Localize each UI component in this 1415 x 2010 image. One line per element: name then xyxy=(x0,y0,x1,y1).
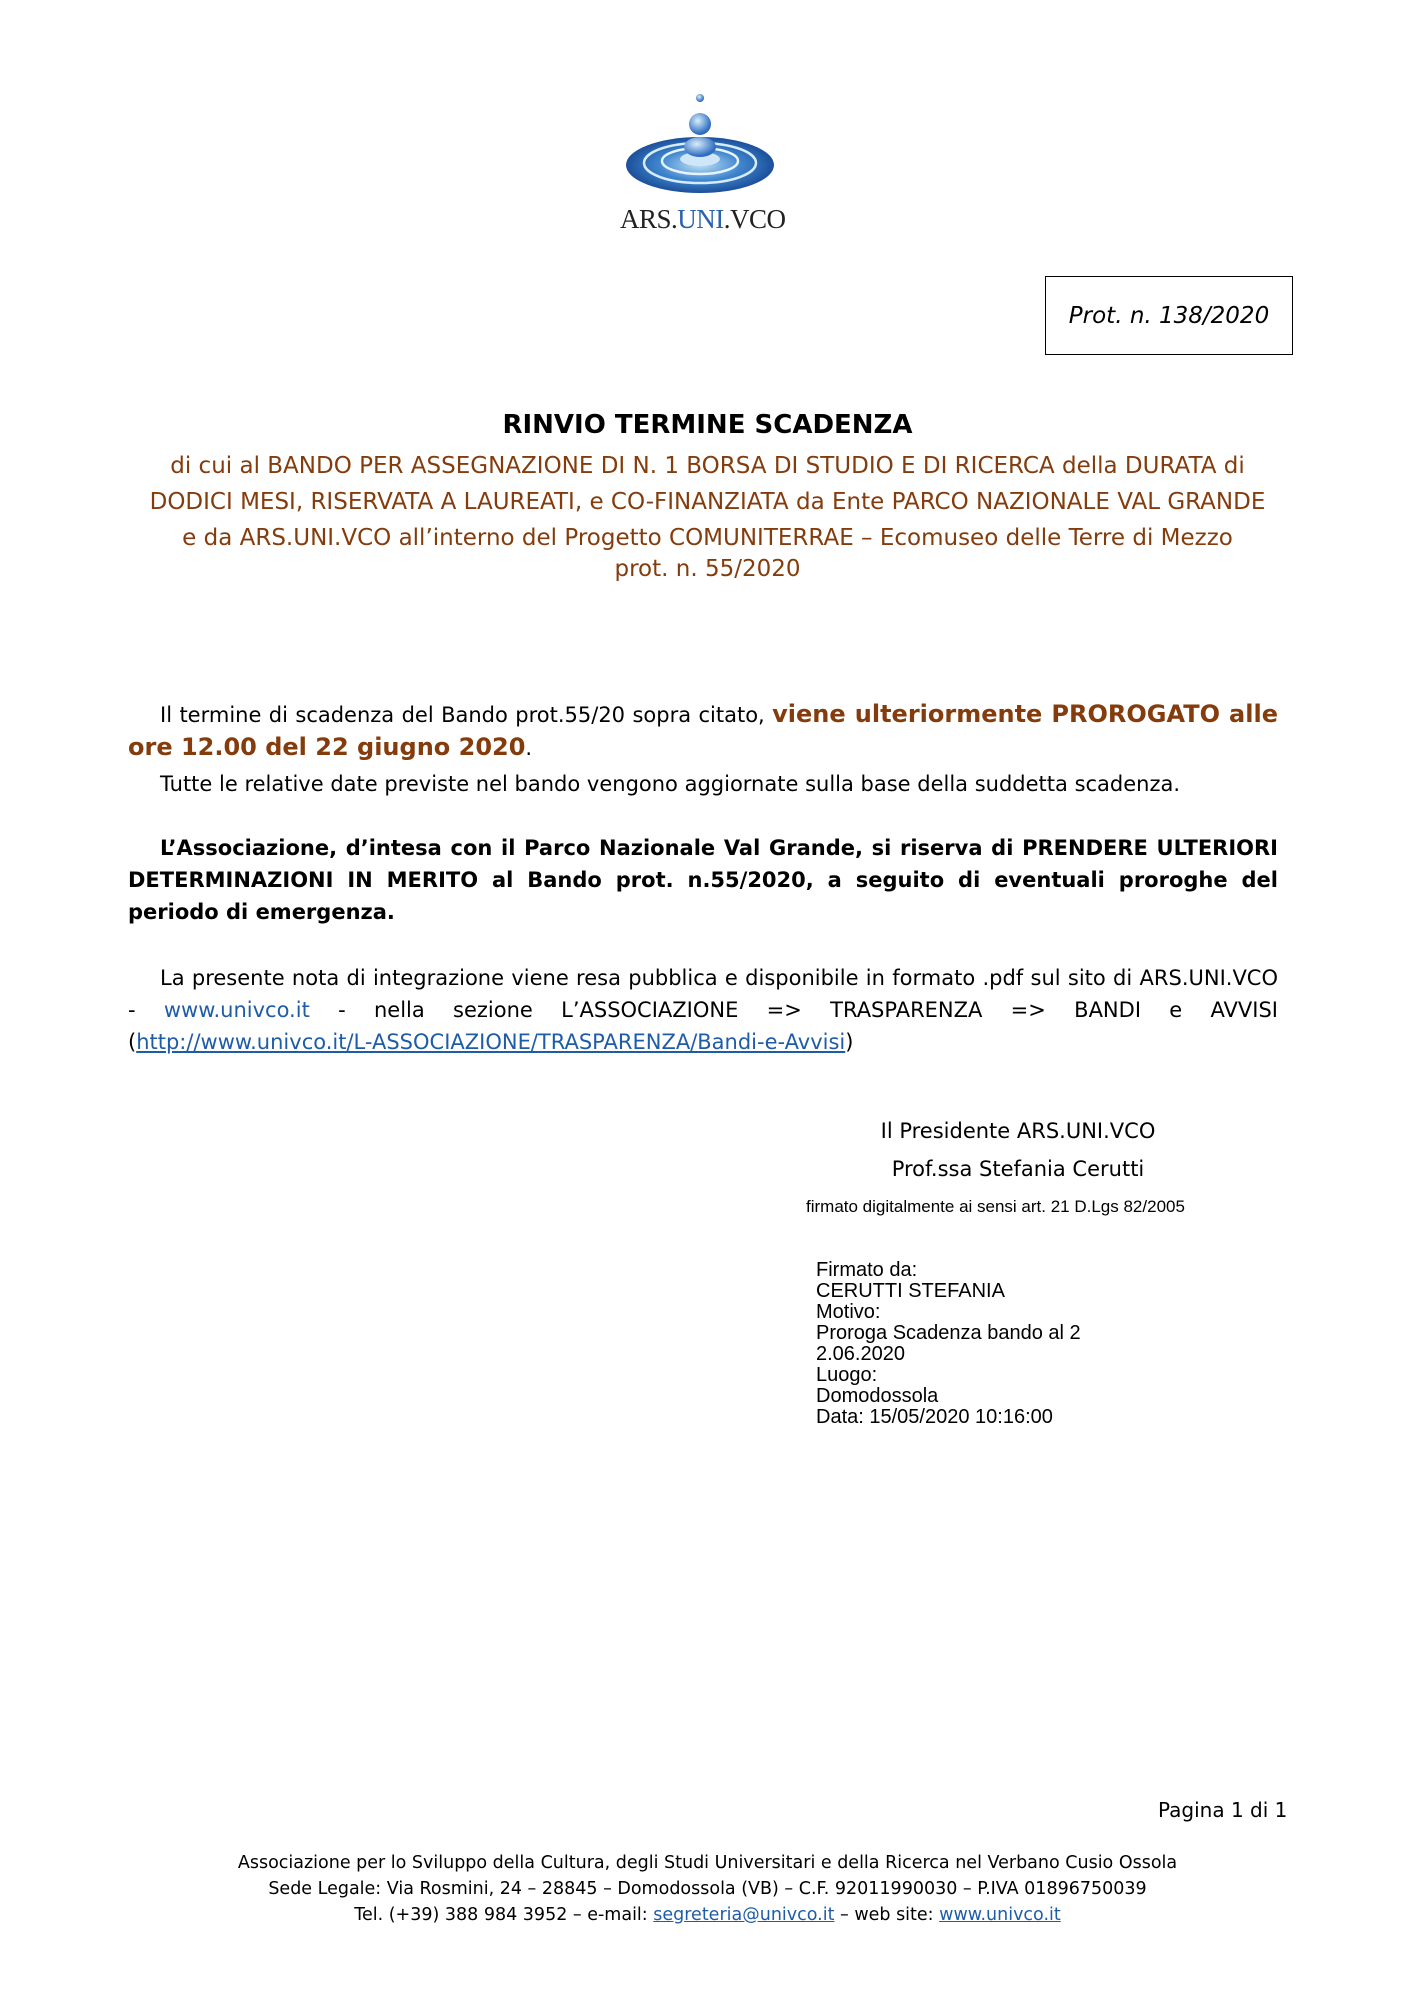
email-link[interactable]: segreteria@univco.it xyxy=(653,1905,835,1925)
signature-block xyxy=(808,1112,1228,1188)
paragraph-dates: Tutte le relative date previste nel bando vengono aggiornate sulla base della suddetta scadenza. xyxy=(160,772,1181,796)
subtitle-line: e da ARS.UNI.VCO all’interno del Progetto COMUNITERRAE – Ecomuseo delle Terre di Mezzo xyxy=(182,525,1233,551)
subtitle-line: di cui al BANDO PER ASSEGNAZIONE DI N. 1 BORSA DI STUDIO E DI RICERCA della DURATA di xyxy=(170,453,1245,479)
footer-line: Associazione per lo Sviluppo della Cultura, degli Studi Universitari e della Ricerca nel Verbano Cusio Ossola xyxy=(237,1853,1178,1873)
website-link[interactable]: www.univco.it xyxy=(939,1905,1061,1925)
stamp-line: Motivo: xyxy=(816,1301,881,1323)
signer-role: Il Presidente ARS.UNI.VCO xyxy=(880,1119,1156,1143)
stamp-line: Luogo: xyxy=(816,1364,878,1386)
footer-line: Sede Legale: Via Rosmini, 24 – 28845 – Domodossola (VB) – C.F. 92011990030 – P.IVA 01896750039 xyxy=(268,1879,1147,1899)
stamp-line: Firmato da: xyxy=(816,1259,918,1281)
footer xyxy=(0,1850,1415,1928)
page-number: Pagina 1 di 1 xyxy=(1158,1798,1288,1822)
paragraph-publication: La presente nota di integrazione viene resa pubblica e disponibile in formato .pdf sul sito di ARS.UNI.VCO - www.univco.it - nella sezione L’ASSOCIAZIONE => TRASPARENZA => BANDI e AVVISI (http://www.univco.it/L-ASSOCIAZIONE/TRASPARENZA/Bandi-e-Avvisi) xyxy=(128,966,1278,1054)
digital-signature-stamp xyxy=(816,1260,1136,1428)
site-link[interactable]: www.univco.it xyxy=(163,998,310,1022)
stamp-line: 2.06.2020 xyxy=(816,1343,905,1365)
water-drop-icon xyxy=(620,80,780,200)
protocol-reference: prot. n. 55/2020 xyxy=(614,556,801,582)
protocol-number-box xyxy=(1045,276,1293,355)
deadline-highlight: viene ulteriormente PROROGATO alle ore 12.00 del 22 giugno 2020 xyxy=(128,700,1278,761)
footer-line: Tel. (+39) 388 984 3952 – e-mail: segreteria@univco.it – web site: www.univco.it xyxy=(354,1905,1061,1925)
paragraph-reservation: L’Associazione, d’intesa con il Parco Nazionale Val Grande, si riserva di PRENDERE ULTERIORI DETERMINAZIONI IN MERITO al Bando prot. n.55/2020, a seguito di eventuali proroghe del periodo di emergenza. xyxy=(128,836,1278,924)
paragraph-deadline: Il termine di scadenza del Bando prot.55/20 sopra citato, viene ulteriormente PROROGATO alle ore 12.00 del 22 giugno 2020. xyxy=(128,700,1278,761)
digital-signature-note: firmato digitalmente ai sensi art. 21 D.Lgs 82/2005 xyxy=(806,1197,1185,1216)
bandi-url-link[interactable]: http://www.univco.it/L-ASSOCIAZIONE/TRASPARENZA/Bandi-e-Avvisi xyxy=(136,1030,846,1054)
logo xyxy=(620,80,786,240)
signer-name: Prof.ssa Stefania Cerutti xyxy=(891,1157,1145,1181)
document-subtitle xyxy=(120,448,1295,556)
stamp-line: Proroga Scadenza bando al 2 xyxy=(816,1322,1081,1344)
stamp-line: Data: 15/05/2020 10:16:00 xyxy=(816,1406,1053,1428)
document-title: RINVIO TERMINE SCADENZA xyxy=(502,410,913,440)
stamp-line: Domodossola xyxy=(816,1385,939,1407)
stamp-line: CERUTTI STEFANIA xyxy=(816,1280,1005,1302)
logo-text: ARS.UNI.VCO xyxy=(620,204,786,234)
subtitle-line: DODICI MESI, RISERVATA A LAUREATI, e CO-FINANZIATA da Ente PARCO NAZIONALE VAL GRANDE xyxy=(149,489,1266,515)
protocol-number: Prot. n. 138/2020 xyxy=(1068,302,1270,329)
